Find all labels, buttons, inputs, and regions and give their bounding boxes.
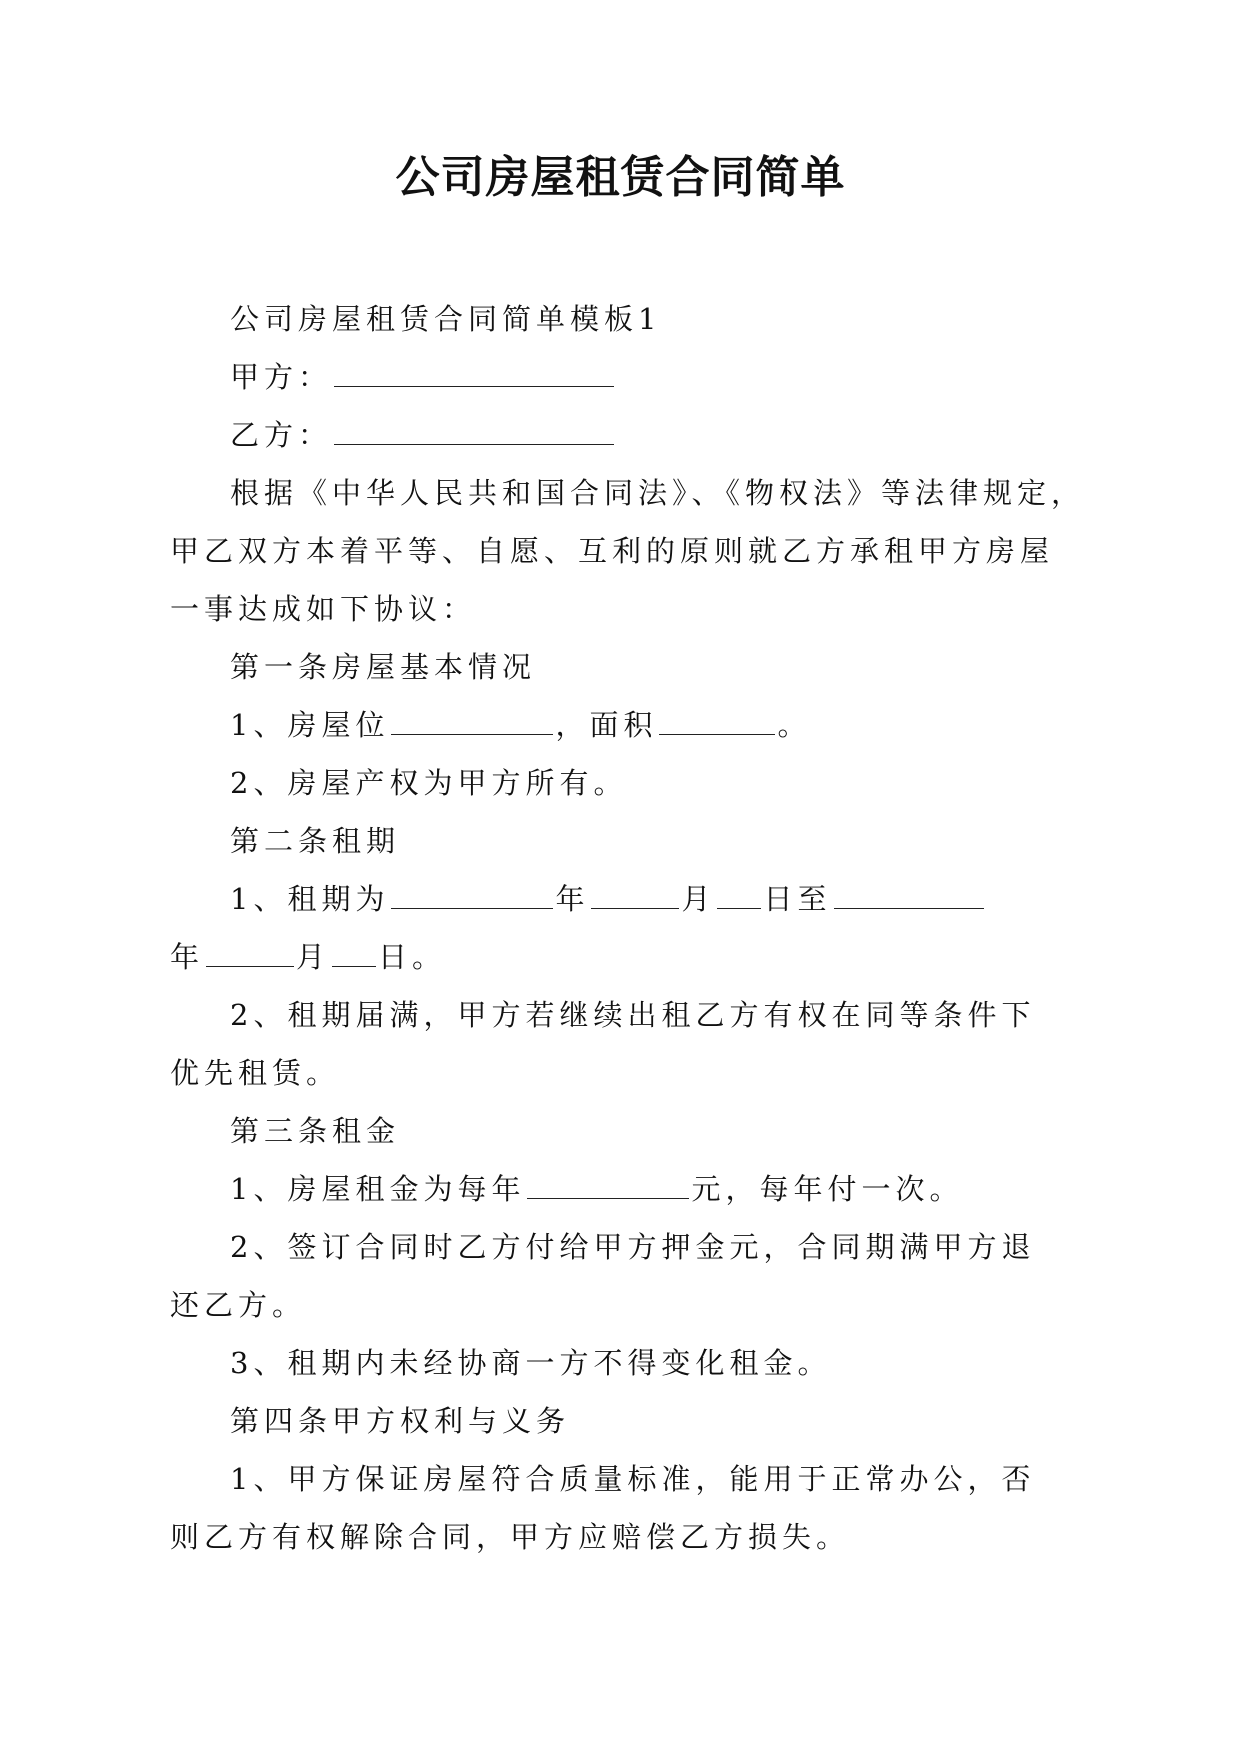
article-4-item-1: 1、甲方保证房屋符合质量标准，能用于正常办公，否 则乙方有权解除合同，甲方应赔偿乙方损失。	[170, 1462, 1036, 1554]
article-4-heading: 第四条甲方权利与义务	[230, 1404, 571, 1438]
template-heading: 公司房屋租赁合同简单模板1	[230, 302, 662, 336]
party-b-blank	[334, 422, 614, 445]
article-3-item-2: 2、签订合同时乙方付给甲方押金元，合同期满甲方退 还乙方。	[170, 1230, 1036, 1322]
start-year-blank	[391, 886, 553, 909]
location-blank	[391, 712, 553, 735]
preamble-paragraph: 根据《中华人民共和国合同法》、《物权法》等法律规定， 甲乙双方本着平等、自愿、互利的原则就乙方承租甲方房屋 一事达成如下协议：	[170, 476, 1086, 626]
document-body	[170, 290, 1086, 1566]
end-year-blank	[834, 886, 984, 909]
area-blank	[659, 712, 775, 735]
article-2-heading: 第二条租期	[230, 824, 401, 858]
article-3-item-3: 3、租期内未经协商一方不得变化租金。	[230, 1346, 832, 1380]
start-month-blank	[591, 886, 679, 909]
article-1-item-2: 2、房屋产权为甲方所有。	[230, 766, 628, 800]
party-b-line	[190, 406, 1050, 464]
article-2-item-1: 1、租期为 年 月 日至 年 月 日。	[190, 870, 1050, 986]
document-title: 公司房屋租赁合同简单	[395, 152, 846, 203]
rent-amount-blank	[527, 1176, 689, 1199]
article-3-heading: 第三条租金	[230, 1114, 401, 1148]
article-2-item-2: 2、租期届满，甲方若继续出租乙方有权在同等条件下 优先租赁。	[170, 998, 1036, 1090]
party-b-label: 乙方：	[230, 418, 333, 452]
article-1-heading: 第一条房屋基本情况	[230, 650, 537, 684]
end-month-blank	[206, 944, 294, 967]
party-a-line	[190, 348, 1050, 406]
party-a-label: 甲方：	[230, 360, 333, 394]
article-1-item-1: 1、房屋位 ，面积 。	[230, 708, 812, 742]
end-day-blank	[332, 944, 376, 967]
start-day-blank	[717, 886, 761, 909]
article-3-item-1: 1、房屋租金为每年 元，每年付一次。	[230, 1172, 964, 1206]
party-a-blank	[334, 364, 614, 387]
